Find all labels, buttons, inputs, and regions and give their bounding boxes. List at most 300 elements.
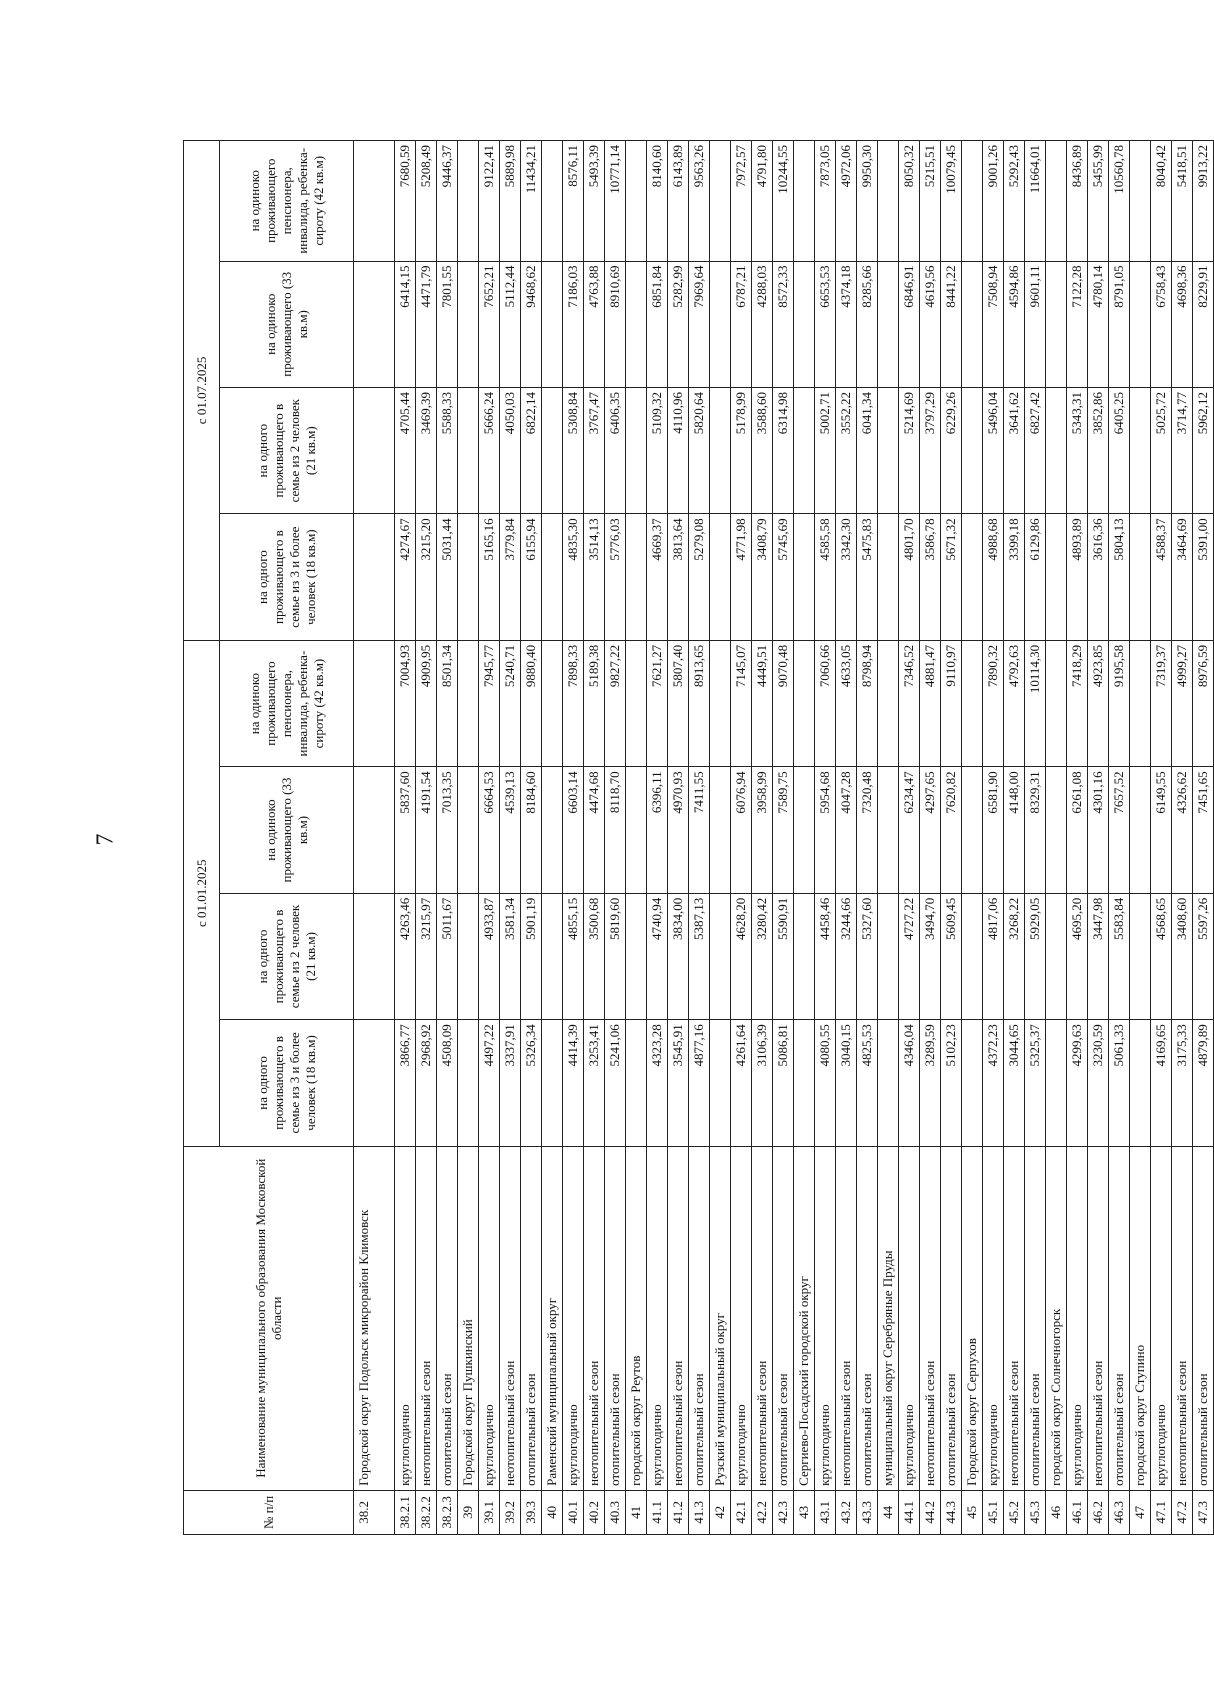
value-cell: 3494,70 <box>920 893 941 1019</box>
value-cell: 5597,26 <box>1193 893 1214 1019</box>
value-cell: 8140,60 <box>647 141 668 262</box>
value-cell: 4372,23 <box>983 1020 1004 1146</box>
row-number: 38.2 <box>354 1490 395 1534</box>
table-row <box>647 141 668 1535</box>
table-row <box>500 141 521 1535</box>
value-cell: 5011,67 <box>437 893 458 1019</box>
value-cell: 8576,11 <box>563 141 584 262</box>
value-cell: 3230,59 <box>1088 1020 1109 1146</box>
row-number: 42 <box>710 1490 731 1534</box>
row-name: неотопительный сезон <box>584 1146 605 1490</box>
value-cell <box>878 767 899 893</box>
row-name: круглогодично <box>815 1146 836 1490</box>
value-cell: 4740,94 <box>647 893 668 1019</box>
value-cell <box>1130 514 1151 640</box>
row-number: 40.2 <box>584 1490 605 1534</box>
value-cell <box>458 767 479 893</box>
value-cell: 4881,47 <box>920 640 941 766</box>
row-name: неотопительный сезон <box>416 1146 437 1490</box>
value-cell <box>710 1020 731 1146</box>
value-cell: 8184,60 <box>521 767 542 893</box>
value-cell: 4628,20 <box>731 893 752 1019</box>
value-cell <box>458 893 479 1019</box>
value-cell: 5109,32 <box>647 387 668 513</box>
value-cell <box>710 640 731 766</box>
value-cell: 6414,15 <box>395 261 416 387</box>
value-cell: 5609,45 <box>941 893 962 1019</box>
value-cell <box>1130 261 1151 387</box>
row-number: 45.3 <box>1025 1490 1046 1534</box>
value-cell: 3779,84 <box>500 514 521 640</box>
value-cell: 4879,89 <box>1193 1020 1214 1146</box>
row-number: 40 <box>542 1490 563 1534</box>
value-cell: 5496,04 <box>983 387 1004 513</box>
value-cell: 3342,30 <box>836 514 857 640</box>
value-cell: 4191,54 <box>416 767 437 893</box>
value-cell <box>962 141 983 262</box>
value-cell: 4972,06 <box>836 141 857 262</box>
value-cell <box>962 387 983 513</box>
value-cell: 4771,98 <box>731 514 752 640</box>
value-cell: 8501,34 <box>437 640 458 766</box>
value-cell: 6664,53 <box>479 767 500 893</box>
row-name: отопительный сезон <box>521 1146 542 1490</box>
col-header-42: на одиноко проживающего пенсионера, инвалида, ребенка-сироту (42 кв.м) <box>220 640 354 766</box>
value-cell: 4471,79 <box>416 261 437 387</box>
value-cell: 7508,94 <box>983 261 1004 387</box>
value-cell: 3337,91 <box>500 1020 521 1146</box>
row-number: 46 <box>1046 1490 1067 1534</box>
value-cell: 7801,55 <box>437 261 458 387</box>
value-cell <box>794 1020 815 1146</box>
value-cell: 4346,04 <box>899 1020 920 1146</box>
value-cell: 4263,46 <box>395 893 416 1019</box>
value-cell: 7319,37 <box>1151 640 1172 766</box>
table-row <box>563 141 584 1535</box>
table-row <box>1172 141 1193 1535</box>
value-cell: 9563,26 <box>689 141 710 262</box>
row-number: 47 <box>1130 1490 1151 1534</box>
value-cell: 5241,06 <box>605 1020 626 1146</box>
value-cell <box>354 893 395 1019</box>
value-cell: 9195,58 <box>1109 640 1130 766</box>
value-cell: 4801,70 <box>899 514 920 640</box>
value-cell: 6129,86 <box>1025 514 1046 640</box>
value-cell <box>1130 141 1151 262</box>
value-cell: 4474,68 <box>584 767 605 893</box>
value-cell: 5493,39 <box>584 141 605 262</box>
table-row <box>668 141 689 1535</box>
value-cell: 8050,32 <box>899 141 920 262</box>
value-cell: 4301,16 <box>1088 767 1109 893</box>
value-cell <box>354 141 395 262</box>
value-cell: 3616,36 <box>1088 514 1109 640</box>
value-cell: 8040,42 <box>1151 141 1172 262</box>
value-cell: 5455,99 <box>1088 141 1109 262</box>
row-name: муниципальный округ Серебряные Пруды <box>878 1146 899 1490</box>
value-cell: 6149,55 <box>1151 767 1172 893</box>
value-cell <box>458 141 479 262</box>
row-number: 38.2.1 <box>395 1490 416 1534</box>
row-name: круглогодично <box>731 1146 752 1490</box>
value-cell: 10079,45 <box>941 141 962 262</box>
row-number: 45.2 <box>1004 1490 1025 1534</box>
value-cell: 3408,60 <box>1172 893 1193 1019</box>
value-cell <box>1046 640 1067 766</box>
table-row <box>458 141 479 1535</box>
value-cell: 3514,13 <box>584 514 605 640</box>
value-cell: 3581,34 <box>500 893 521 1019</box>
row-name: круглогодично <box>1151 1146 1172 1490</box>
value-cell: 6846,91 <box>899 261 920 387</box>
table-row <box>542 141 563 1535</box>
value-cell: 5901,19 <box>521 893 542 1019</box>
value-cell <box>354 387 395 513</box>
value-cell: 4727,22 <box>899 893 920 1019</box>
value-cell: 5102,23 <box>941 1020 962 1146</box>
col-header-42: на одиноко проживающего пенсионера, инвалида, ребенка-сироту (42 кв.м) <box>220 141 354 262</box>
table-row <box>1109 141 1130 1535</box>
row-number: 41.1 <box>647 1490 668 1534</box>
row-number: 47.3 <box>1193 1490 1214 1534</box>
table-row <box>878 141 899 1535</box>
row-name: неотопительный сезон <box>1004 1146 1025 1490</box>
value-cell: 4588,37 <box>1151 514 1172 640</box>
value-cell <box>1046 767 1067 893</box>
value-cell <box>794 387 815 513</box>
value-cell: 3500,68 <box>584 893 605 1019</box>
value-cell: 6822,14 <box>521 387 542 513</box>
table-row <box>815 141 836 1535</box>
table-row <box>689 141 710 1535</box>
row-name: круглогодично <box>899 1146 920 1490</box>
value-cell: 6653,53 <box>815 261 836 387</box>
value-cell: 5588,33 <box>437 387 458 513</box>
value-cell: 4933,87 <box>479 893 500 1019</box>
value-cell: 8118,70 <box>605 767 626 893</box>
value-cell: 3408,79 <box>752 514 773 640</box>
value-cell: 3268,22 <box>1004 893 1025 1019</box>
value-cell: 3813,64 <box>668 514 689 640</box>
value-cell: 8791,05 <box>1109 261 1130 387</box>
value-cell: 5745,69 <box>773 514 794 640</box>
row-name: Городской округ Серпухов <box>962 1146 983 1490</box>
value-cell: 4323,28 <box>647 1020 668 1146</box>
row-name: круглогодично <box>647 1146 668 1490</box>
value-cell: 10244,55 <box>773 141 794 262</box>
value-cell: 4288,03 <box>752 261 773 387</box>
value-cell <box>1130 1020 1151 1146</box>
value-cell <box>878 640 899 766</box>
value-cell: 5475,83 <box>857 514 878 640</box>
value-cell <box>626 893 647 1019</box>
value-cell <box>710 141 731 262</box>
value-cell <box>1046 261 1067 387</box>
value-cell <box>710 261 731 387</box>
value-cell: 4148,00 <box>1004 767 1025 893</box>
table-row <box>920 141 941 1535</box>
row-number: 39.2 <box>500 1490 521 1534</box>
value-cell: 6405,25 <box>1109 387 1130 513</box>
value-cell: 11434,21 <box>521 141 542 262</box>
value-cell: 5025,72 <box>1151 387 1172 513</box>
tariff-table <box>183 140 1214 1535</box>
value-cell: 4909,95 <box>416 640 437 766</box>
value-cell: 4695,20 <box>1067 893 1088 1019</box>
value-cell <box>962 893 983 1019</box>
row-name: отопительный сезон <box>605 1146 626 1490</box>
value-cell <box>794 640 815 766</box>
value-cell: 6229,26 <box>941 387 962 513</box>
value-cell: 5583,84 <box>1109 893 1130 1019</box>
value-cell <box>542 387 563 513</box>
value-cell: 3834,00 <box>668 893 689 1019</box>
value-cell: 4633,05 <box>836 640 857 766</box>
row-number: 47.2 <box>1172 1490 1193 1534</box>
value-cell: 5343,31 <box>1067 387 1088 513</box>
row-number: 43.2 <box>836 1490 857 1534</box>
row-number: 45.1 <box>983 1490 1004 1534</box>
table-row <box>836 141 857 1535</box>
value-cell: 4893,89 <box>1067 514 1088 640</box>
page-number: 7 <box>92 833 119 846</box>
value-cell: 5215,51 <box>920 141 941 262</box>
value-cell: 6396,11 <box>647 767 668 893</box>
value-cell: 9913,22 <box>1193 141 1214 262</box>
value-cell: 9827,22 <box>605 640 626 766</box>
value-cell <box>962 514 983 640</box>
value-cell: 4080,55 <box>815 1020 836 1146</box>
value-cell <box>962 767 983 893</box>
value-cell: 4999,27 <box>1172 640 1193 766</box>
value-cell <box>458 640 479 766</box>
value-cell: 3289,59 <box>920 1020 941 1146</box>
value-cell <box>542 141 563 262</box>
row-number: 41.3 <box>689 1490 710 1534</box>
value-cell: 9446,37 <box>437 141 458 262</box>
value-cell: 4817,06 <box>983 893 1004 1019</box>
table-row <box>962 141 983 1535</box>
value-cell: 3545,91 <box>668 1020 689 1146</box>
row-name: отопительный сезон <box>857 1146 878 1490</box>
value-cell <box>354 514 395 640</box>
table-row <box>1004 141 1025 1535</box>
value-cell: 6827,42 <box>1025 387 1046 513</box>
row-name: неотопительный сезон <box>752 1146 773 1490</box>
value-cell: 8285,66 <box>857 261 878 387</box>
col-header-18: на одного проживающего в семье из 3 и более человек (18 кв.м) <box>220 514 354 640</box>
value-cell: 5387,13 <box>689 893 710 1019</box>
value-cell <box>878 1020 899 1146</box>
value-cell <box>626 261 647 387</box>
value-cell: 4568,65 <box>1151 893 1172 1019</box>
value-cell: 3958,99 <box>752 767 773 893</box>
row-number: 46.1 <box>1067 1490 1088 1534</box>
row-name: неотопительный сезон <box>500 1146 521 1490</box>
table-row <box>899 141 920 1535</box>
value-cell: 4855,15 <box>563 893 584 1019</box>
table-row <box>752 141 773 1535</box>
table-row <box>1130 141 1151 1535</box>
value-cell: 4299,63 <box>1067 1020 1088 1146</box>
value-cell: 5326,34 <box>521 1020 542 1146</box>
value-cell: 10114,30 <box>1025 640 1046 766</box>
value-cell: 3866,77 <box>395 1020 416 1146</box>
value-cell: 7873,05 <box>815 141 836 262</box>
value-cell: 6234,47 <box>899 767 920 893</box>
value-cell: 7589,75 <box>773 767 794 893</box>
value-cell: 5279,08 <box>689 514 710 640</box>
value-cell: 4169,65 <box>1151 1020 1172 1146</box>
value-cell: 4050,03 <box>500 387 521 513</box>
value-cell: 4877,16 <box>689 1020 710 1146</box>
table-row <box>437 141 458 1535</box>
value-cell: 5327,60 <box>857 893 878 1019</box>
row-number: 42.2 <box>752 1490 773 1534</box>
value-cell <box>542 261 563 387</box>
row-name: Городской округ Пушкинский <box>458 1146 479 1490</box>
value-cell <box>458 1020 479 1146</box>
value-cell: 3714,77 <box>1172 387 1193 513</box>
value-cell: 8976,59 <box>1193 640 1214 766</box>
value-cell: 7060,66 <box>815 640 836 766</box>
row-number: 46.2 <box>1088 1490 1109 1534</box>
value-cell: 5929,05 <box>1025 893 1046 1019</box>
value-cell <box>1046 514 1067 640</box>
value-cell: 3469,39 <box>416 387 437 513</box>
value-cell: 6314,98 <box>773 387 794 513</box>
value-cell: 5189,38 <box>584 640 605 766</box>
row-number: 39 <box>458 1490 479 1534</box>
row-number: 46.3 <box>1109 1490 1130 1534</box>
value-cell: 3106,39 <box>752 1020 773 1146</box>
value-cell: 8913,65 <box>689 640 710 766</box>
value-cell: 3399,18 <box>1004 514 1025 640</box>
value-cell: 5031,44 <box>437 514 458 640</box>
row-number: 44.3 <box>941 1490 962 1534</box>
value-cell: 4791,80 <box>752 141 773 262</box>
value-cell: 10560,78 <box>1109 141 1130 262</box>
value-cell: 7186,03 <box>563 261 584 387</box>
period-header-1: с 01.01.2025 <box>184 640 220 1146</box>
value-cell: 6581,90 <box>983 767 1004 893</box>
value-cell <box>626 141 647 262</box>
row-name: круглогодично <box>983 1146 1004 1490</box>
col-header-21: на одного проживающего в семье из 2 человек (21 кв.м) <box>220 893 354 1019</box>
value-cell: 4585,58 <box>815 514 836 640</box>
value-cell <box>878 514 899 640</box>
value-cell: 11664,01 <box>1025 141 1046 262</box>
row-number: 42.1 <box>731 1490 752 1534</box>
value-cell <box>354 640 395 766</box>
value-cell <box>962 1020 983 1146</box>
value-cell <box>458 387 479 513</box>
value-cell: 3040,15 <box>836 1020 857 1146</box>
row-number: 43 <box>794 1490 815 1534</box>
value-cell: 5889,98 <box>500 141 521 262</box>
row-name: круглогодично <box>1067 1146 1088 1490</box>
row-name: круглогодично <box>395 1146 416 1490</box>
value-cell <box>542 640 563 766</box>
value-cell: 4458,46 <box>815 893 836 1019</box>
value-cell: 6155,94 <box>521 514 542 640</box>
value-cell: 9880,40 <box>521 640 542 766</box>
row-number: 43.3 <box>857 1490 878 1534</box>
value-cell: 3280,42 <box>752 893 773 1019</box>
table-row <box>1067 141 1088 1535</box>
value-cell: 7620,82 <box>941 767 962 893</box>
value-cell <box>542 1020 563 1146</box>
value-cell: 8798,94 <box>857 640 878 766</box>
value-cell <box>1046 1020 1067 1146</box>
value-cell: 4792,63 <box>1004 640 1025 766</box>
value-cell: 4763,88 <box>584 261 605 387</box>
table-row <box>1151 141 1172 1535</box>
value-cell: 5820,64 <box>689 387 710 513</box>
value-cell: 7621,27 <box>647 640 668 766</box>
row-number: 44.1 <box>899 1490 920 1534</box>
value-cell: 4923,85 <box>1088 640 1109 766</box>
value-cell: 4970,93 <box>668 767 689 893</box>
table-row <box>941 141 962 1535</box>
value-cell: 5776,03 <box>605 514 626 640</box>
value-cell: 5837,60 <box>395 767 416 893</box>
value-cell: 2968,92 <box>416 1020 437 1146</box>
value-cell <box>626 514 647 640</box>
value-cell: 9601,11 <box>1025 261 1046 387</box>
col-header-18: на одного проживающего в семье из 3 и более человек (18 кв.м) <box>220 1020 354 1146</box>
row-name: отопительный сезон <box>1109 1146 1130 1490</box>
value-cell: 7004,93 <box>395 640 416 766</box>
value-cell: 7122,28 <box>1067 261 1088 387</box>
value-cell: 5061,33 <box>1109 1020 1130 1146</box>
row-name: отопительный сезон <box>773 1146 794 1490</box>
row-name: городской округ Ступино <box>1130 1146 1151 1490</box>
value-cell: 4825,53 <box>857 1020 878 1146</box>
value-cell: 5086,81 <box>773 1020 794 1146</box>
row-name: неотопительный сезон <box>1172 1146 1193 1490</box>
value-cell: 6758,43 <box>1151 261 1172 387</box>
value-cell: 4988,68 <box>983 514 1004 640</box>
row-number: 43.1 <box>815 1490 836 1534</box>
value-cell: 4705,44 <box>395 387 416 513</box>
row-name: Рузский муниципальный округ <box>710 1146 731 1490</box>
value-cell: 6041,34 <box>857 387 878 513</box>
value-cell: 4374,18 <box>836 261 857 387</box>
value-cell <box>710 387 731 513</box>
value-cell <box>542 767 563 893</box>
value-cell: 5292,43 <box>1004 141 1025 262</box>
value-cell <box>794 767 815 893</box>
value-cell: 5325,37 <box>1025 1020 1046 1146</box>
value-cell: 4835,30 <box>563 514 584 640</box>
value-cell: 5112,44 <box>500 261 521 387</box>
value-cell: 4414,39 <box>563 1020 584 1146</box>
value-cell <box>794 893 815 1019</box>
value-cell: 7969,64 <box>689 261 710 387</box>
value-cell <box>626 767 647 893</box>
value-cell: 9110,97 <box>941 640 962 766</box>
col-header-21: на одного проживающего в семье из 2 человек (21 кв.м) <box>220 387 354 513</box>
value-cell: 8441,22 <box>941 261 962 387</box>
value-cell: 5671,32 <box>941 514 962 640</box>
value-cell: 4326,62 <box>1172 767 1193 893</box>
value-cell: 9468,62 <box>521 261 542 387</box>
value-cell: 7145,07 <box>731 640 752 766</box>
row-number: 45 <box>962 1490 983 1534</box>
row-name: круглогодично <box>479 1146 500 1490</box>
value-cell: 3852,86 <box>1088 387 1109 513</box>
